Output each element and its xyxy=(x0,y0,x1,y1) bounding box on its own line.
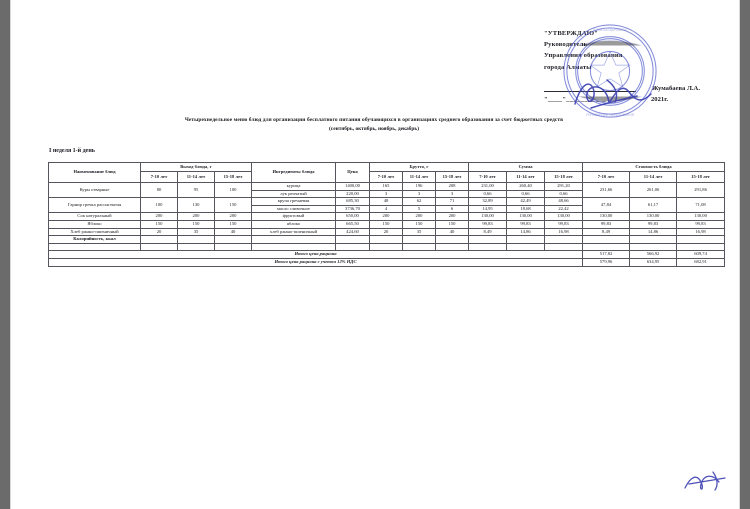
cell-cost-0: 47,84 xyxy=(583,198,630,213)
cell-spacer-10 xyxy=(507,243,545,251)
table-row xyxy=(49,213,725,221)
cell-vyhod-1: 150 xyxy=(178,220,215,228)
cell-ingredient: яблоко xyxy=(252,220,336,228)
cell-cost-1: 14,86 xyxy=(630,228,677,236)
calories-row xyxy=(49,236,725,244)
footer-signature-icon xyxy=(679,466,735,498)
cell-brutto-2: 3 xyxy=(436,190,469,198)
cell-ingredient: курица xyxy=(252,183,336,191)
cell-spacer-11 xyxy=(545,243,583,251)
th-name: Наименование блюд xyxy=(49,163,141,183)
th-vyhod-age-1: 11-14 лет xyxy=(178,172,215,183)
cell-ingredient: фруктовый xyxy=(252,213,336,221)
th-vyhod-age-2: 15-18 лет xyxy=(215,172,252,183)
cell-spacer-13 xyxy=(630,243,677,251)
cell-vyhod-0: 100 xyxy=(141,198,178,213)
cell-calories-10 xyxy=(545,236,583,244)
cell-vyhod-0: 200 xyxy=(141,213,178,221)
th-brutto-age-2: 15-18 лет xyxy=(436,172,469,183)
cell-spacer-5 xyxy=(336,243,370,251)
cell-summa-1: 18,68 xyxy=(507,205,545,213)
spacer-row xyxy=(49,243,725,251)
cell-brutto-0: 48 xyxy=(370,198,403,206)
cell-vyhod-0: 80 xyxy=(141,183,178,198)
date-year: 2021г. xyxy=(651,96,669,103)
th-cost: Стоимость блюда xyxy=(583,163,725,172)
cell-price: 665,50 xyxy=(336,220,370,228)
cell-spacer-6 xyxy=(370,243,403,251)
cell-ingredient: масло сливочное xyxy=(252,205,336,213)
cell-dish-name: Гарнир гречка рассыпчатая xyxy=(49,198,141,213)
cell-spacer-4 xyxy=(252,243,336,251)
cell-total-value-1-2: 682,91 xyxy=(677,258,725,266)
cell-calories-0 xyxy=(141,236,178,244)
cell-summa-2: 99,83 xyxy=(545,220,583,228)
approval-line-0: "УТВЕРЖДАЮ" xyxy=(544,30,599,37)
cell-brutto-0: 150 xyxy=(370,220,403,228)
th-vyhod: Выход блюда, г xyxy=(141,163,252,172)
cell-total-value-0-0: 517,82 xyxy=(583,251,630,259)
cell-summa-2: 22,42 xyxy=(545,205,583,213)
cell-calories-6 xyxy=(403,236,436,244)
cell-calories-5 xyxy=(370,236,403,244)
cell-price: 3736,70 xyxy=(336,205,370,213)
cell-spacer-8 xyxy=(436,243,469,251)
cell-calories-8 xyxy=(469,236,507,244)
cell-vyhod-2: 100 xyxy=(215,183,252,198)
date-placeholder: "____"___________ xyxy=(544,96,606,103)
cell-summa-0: 130,00 xyxy=(469,213,507,221)
th-summa: Сумма xyxy=(469,163,583,172)
cell-spacer-3 xyxy=(215,243,252,251)
cell-brutto-1: 35 xyxy=(403,228,436,236)
cell-total-value-1-0: 579,96 xyxy=(583,258,630,266)
cell-spacer-14 xyxy=(677,243,725,251)
cell-brutto-2: 150 xyxy=(436,220,469,228)
cell-brutto-1: 196 xyxy=(403,183,436,191)
cell-calories-9 xyxy=(507,236,545,244)
cell-summa-2: 48,66 xyxy=(545,198,583,206)
page-subtitle: (сентябрь, октябрь, ноябрь, декабрь) xyxy=(328,126,420,132)
approval-block xyxy=(544,28,734,73)
cell-summa-0: 14,95 xyxy=(469,205,507,213)
cell-summa-1: 42,49 xyxy=(507,198,545,206)
cell-price: 685,30 xyxy=(336,198,370,206)
cell-summa-0: 99,83 xyxy=(469,220,507,228)
cell-brutto-2: 200 xyxy=(436,213,469,221)
cell-vyhod-1: 130 xyxy=(178,198,215,213)
cell-ingredient: хлеб ржано-пшеничный xyxy=(252,228,336,236)
total-row xyxy=(49,258,725,266)
cell-cost-2: 99,83 xyxy=(677,220,725,228)
cell-brutto-0: 20 xyxy=(370,228,403,236)
cell-cost-1: 61,17 xyxy=(630,198,677,213)
cell-dish-name: Хлеб ржано-пшеничный xyxy=(49,228,141,236)
th-cost-age-2: 15-18 лет xyxy=(677,172,725,183)
cell-price: 220,00 xyxy=(336,190,370,198)
approval-line-1: Руководитель xyxy=(544,41,588,49)
cell-total-value-0-1: 566,92 xyxy=(630,251,677,259)
cell-summa-2: 291,20 xyxy=(545,183,583,191)
th-vyhod-age-0: 7-10 лет xyxy=(141,172,178,183)
cell-cost-2: 130,00 xyxy=(677,213,725,221)
page-title: Четырехнедельное меню блюд для организации бесплатного питания обучающихся в организациях среднего образования за счет бюджетных средств xyxy=(184,117,564,123)
cell-brutto-2: 6 xyxy=(436,205,469,213)
cell-cost-0: 8,49 xyxy=(583,228,630,236)
cell-brutto-0: 3 xyxy=(370,190,403,198)
cell-price: 650,00 xyxy=(336,213,370,221)
th-cost-age-0: 7-10 лет xyxy=(583,172,630,183)
cell-summa-2: 0,66 xyxy=(545,190,583,198)
cell-spacer-9 xyxy=(469,243,507,251)
th-price: Цена xyxy=(336,163,370,183)
cell-vyhod-0: 150 xyxy=(141,220,178,228)
total-row xyxy=(49,251,725,259)
th-brutto-age-0: 7-10 лет xyxy=(370,172,403,183)
cell-spacer-0 xyxy=(49,243,141,251)
cell-cost-0: 130,00 xyxy=(583,213,630,221)
table-sub-header-row xyxy=(49,172,725,183)
cell-total-value-1-1: 634,95 xyxy=(630,258,677,266)
cell-brutto-1: 3 xyxy=(403,190,436,198)
table-row xyxy=(49,220,725,228)
cell-brutto-2: 71 xyxy=(436,198,469,206)
cell-brutto-0: 200 xyxy=(370,213,403,221)
cell-cost-2: 291,86 xyxy=(677,183,725,198)
table-row xyxy=(49,183,725,191)
menu-table-head xyxy=(49,163,725,183)
cell-spacer-2 xyxy=(178,243,215,251)
th-cost-age-1: 11-14 лет xyxy=(630,172,677,183)
cell-dish-name: Яблоко xyxy=(49,220,141,228)
cell-brutto-2: 208 xyxy=(436,183,469,191)
cell-brutto-0: 4 xyxy=(370,205,403,213)
cell-vyhod-0: 20 xyxy=(141,228,178,236)
cell-calories-label: Калорийность, ккал xyxy=(49,236,141,244)
svg-text:БІЛІМ БАСҚАРМАСЫ: БІЛІМ БАСҚАРМАСЫ xyxy=(593,27,627,32)
cell-summa-0: 32,89 xyxy=(469,198,507,206)
cell-price: 1400,00 xyxy=(336,183,370,191)
th-brutto-age-1: 11-14 лет xyxy=(403,172,436,183)
th-brutto: Брутто, г xyxy=(370,163,469,172)
cell-calories-1 xyxy=(178,236,215,244)
cell-brutto-2: 40 xyxy=(436,228,469,236)
svg-text:УПРАВЛЕНИЕ ОБРАЗОВАНИЯ: УПРАВЛЕНИЕ ОБРАЗОВАНИЯ xyxy=(585,113,635,118)
handwritten-signature-icon xyxy=(567,74,687,114)
signer-name: Жумабаева Л.А. xyxy=(652,85,700,92)
cell-summa-0: 8,49 xyxy=(469,228,507,236)
cell-cost-1: 130,00 xyxy=(630,213,677,221)
cell-vyhod-2: 150 xyxy=(215,198,252,213)
cell-summa-1: 0,66 xyxy=(507,190,545,198)
cell-price: 424,60 xyxy=(336,228,370,236)
menu-table-wrapper xyxy=(48,162,724,267)
cell-cost-0: 231,66 xyxy=(583,183,630,198)
cell-summa-1: 99,83 xyxy=(507,220,545,228)
menu-table-body xyxy=(49,183,725,267)
week-label: I неделя 1-й день xyxy=(49,148,95,154)
table-row xyxy=(49,228,725,236)
cell-spacer-7 xyxy=(403,243,436,251)
cell-vyhod-1: 95 xyxy=(178,183,215,198)
signature-line xyxy=(544,91,636,92)
cell-brutto-0: 165 xyxy=(370,183,403,191)
cell-total-label-0: Итого цена рациона xyxy=(49,251,583,259)
menu-table xyxy=(48,162,725,267)
cell-cost-1: 99,83 xyxy=(630,220,677,228)
cell-vyhod-2: 40 xyxy=(215,228,252,236)
cell-vyhod-2: 150 xyxy=(215,220,252,228)
approval-line-3: города Алматы xyxy=(544,63,592,71)
cell-ingredient: лук репчатый xyxy=(252,190,336,198)
cell-total-value-0-2: 609,74 xyxy=(677,251,725,259)
cell-cost-1: 261,06 xyxy=(630,183,677,198)
cell-summa-0: 231,00 xyxy=(469,183,507,191)
cell-summa-2: 16,98 xyxy=(545,228,583,236)
cell-calories-3 xyxy=(252,236,336,244)
cell-cost-2: 16,98 xyxy=(677,228,725,236)
cell-vyhod-2: 200 xyxy=(215,213,252,221)
table-row xyxy=(49,198,725,206)
cell-brutto-1: 150 xyxy=(403,220,436,228)
cell-calories-11 xyxy=(583,236,630,244)
cell-vyhod-1: 35 xyxy=(178,228,215,236)
cell-summa-1: 260,40 xyxy=(507,183,545,191)
cell-brutto-1: 5 xyxy=(403,205,436,213)
cell-summa-1: 14,86 xyxy=(507,228,545,236)
cell-calories-2 xyxy=(215,236,252,244)
cell-vyhod-1: 200 xyxy=(178,213,215,221)
cell-brutto-1: 62 xyxy=(403,198,436,206)
cell-ingredient: крупа гречневая xyxy=(252,198,336,206)
cell-cost-2: 71,08 xyxy=(677,198,725,213)
cell-calories-4 xyxy=(336,236,370,244)
cell-cost-0: 99,83 xyxy=(583,220,630,228)
th-summa-age-1: 11-14 лет xyxy=(507,172,545,183)
th-ingredients: Ингредиенты блюда xyxy=(252,163,336,183)
cell-spacer-12 xyxy=(583,243,630,251)
cell-total-label-1: Итого цена рациона с учетом 12% НДС xyxy=(49,258,583,266)
cell-dish-name: Куры отварные xyxy=(49,183,141,198)
th-summa-age-0: 7-10 лет xyxy=(469,172,507,183)
cell-summa-1: 130,00 xyxy=(507,213,545,221)
cell-spacer-1 xyxy=(141,243,178,251)
cell-calories-7 xyxy=(436,236,469,244)
cell-summa-2: 130,00 xyxy=(545,213,583,221)
document-page xyxy=(11,0,739,509)
approval-line-2: Управления образования xyxy=(544,52,623,60)
th-summa-age-2: 15-18 лет xyxy=(545,172,583,183)
table-group-header-row xyxy=(49,163,725,172)
cell-calories-13 xyxy=(677,236,725,244)
cell-dish-name: Сок натуральный xyxy=(49,213,141,221)
cell-summa-0: 0,66 xyxy=(469,190,507,198)
cell-brutto-1: 200 xyxy=(403,213,436,221)
cell-calories-12 xyxy=(630,236,677,244)
